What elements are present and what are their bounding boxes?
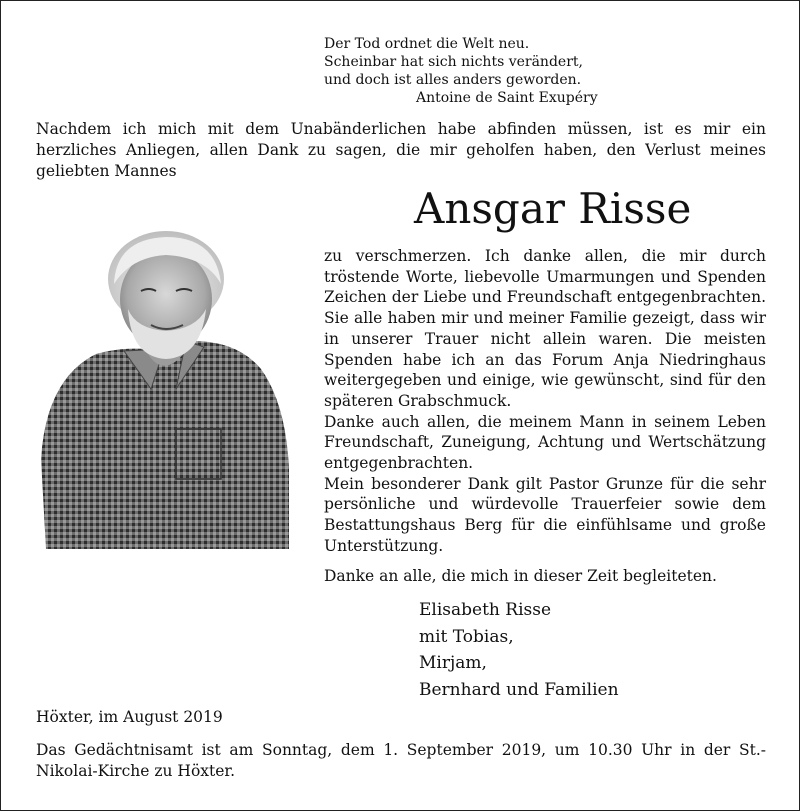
signer-line: Elisabeth Risse (419, 600, 552, 620)
portrait-photo-icon (36, 229, 289, 549)
signer-line: Bernhard und Familien (419, 679, 619, 700)
place-date: Höxter, im August 2019 (36, 708, 223, 726)
memorial-service-info: Das Gedächtnisamt ist am Sonntag, dem 1. September 2019, um 10.30 Uhr in der St.-Nikolai-Kirche zu Höxter. (36, 741, 766, 780)
quote-line: Scheinbar hat sich nichts verändert, (324, 54, 583, 70)
closing-line: Danke an alle, die mich in dieser Zeit begleiteten. (324, 567, 717, 585)
thanks-paragraph: Danke auch allen, die meinem Mann in seinem Leben Freundschaft, Zuneigung, Achtung und Wertschätzung entgegenbrachten. (324, 412, 766, 473)
deceased-name: Ansgar Risse (414, 184, 692, 233)
intro-paragraph: Nachdem ich mich mit dem Unabänderlichen habe abfinden müssen, ist es mir ein herzliches Anliegen, allen Dank zu sagen, die mir geholfen haben, den Verlust meines geliebten Mannes (36, 120, 766, 180)
signers (419, 597, 759, 703)
thanks-paragraph: zu verschmerzen. Ich danke allen, die mir durch tröstende Worte, liebevolle Umarmungen und Spenden Zeichen der Liebe und Freundschaft entgegenbrachten. Sie alle haben mir und meiner Familie gezeigt, dass wir in unserer Trauer nicht allein waren. Die meisten Spenden habe ich an das Forum Anja Niedringhaus weitergegeben und einige, wie gewünscht, sind für den späteren Grabschmuck. (324, 247, 766, 410)
thanks-text (324, 246, 766, 557)
signer-line: mit Tobias, (419, 626, 514, 647)
thanks-paragraph: Mein besonderer Dank gilt Pastor Grunze für die sehr persönliche und würdevolle Trauerfeier sowie dem Bestattungshaus Berg für die einfühlsame und große Unterstützung. (324, 474, 766, 555)
signer-line: Mirjam, (419, 653, 487, 673)
quote-line: Der Tod ordnet die Welt neu. (324, 36, 530, 52)
opening-quote (324, 35, 624, 107)
quote-author: Antoine de Saint Exupéry (416, 90, 598, 106)
quote-line: und doch ist alles anders geworden. (324, 72, 582, 88)
